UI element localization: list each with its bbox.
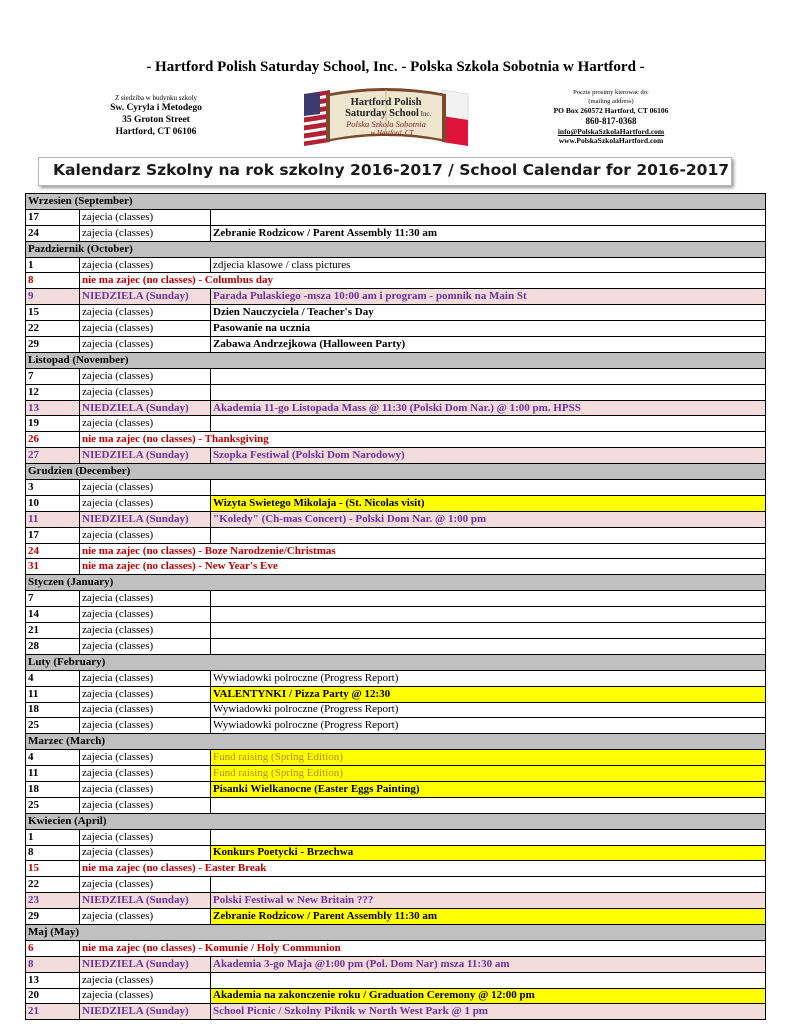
session-type-cell: zajecia (classes): [80, 638, 211, 654]
event-cell: [211, 797, 766, 813]
mailing-note1: Poczte prosimy kierowac do:: [573, 89, 649, 96]
no-class-row: [26, 432, 766, 448]
class-day-row: [26, 702, 766, 718]
day-cell: 4: [26, 750, 80, 766]
session-type-cell: NIEDZIELA (Sunday): [80, 448, 211, 464]
day-cell: 10: [26, 495, 80, 511]
class-day-row: [26, 337, 766, 353]
logo-line4: w Hartford, CT: [370, 129, 414, 137]
no-class-label: nie ma zajec (no classes) - Easter Break: [80, 861, 766, 877]
event-cell: [211, 877, 766, 893]
event-cell: Konkurs Poetycki - Brzechwa: [211, 845, 766, 861]
month-label: Maj (May): [26, 924, 766, 940]
class-day-row: [26, 797, 766, 813]
month-label: Wrzesien (September): [26, 194, 766, 210]
class-day-row: [26, 480, 766, 496]
day-cell: 23: [26, 893, 80, 909]
class-day-row: [26, 750, 766, 766]
event-cell: Akademia 11-go Listopada Mass @ 11:30 (Polski Dom Nar.) @ 1:00 pm. HPSS: [211, 400, 766, 416]
event-cell: [211, 607, 766, 623]
session-type-cell: zajecia (classes): [80, 209, 211, 225]
day-cell: 17: [26, 209, 80, 225]
session-type-cell: zajecia (classes): [80, 909, 211, 925]
no-class-row: [26, 273, 766, 289]
month-label: Grudzien (December): [26, 464, 766, 480]
event-cell: Zebranie Rodzicow / Parent Assembly 11:30 am: [211, 225, 766, 241]
class-day-row: [26, 209, 766, 225]
month-header-row: [26, 813, 766, 829]
sunday-event-row: [26, 400, 766, 416]
event-cell: [211, 480, 766, 496]
day-cell: 12: [26, 384, 80, 400]
event-cell: [211, 416, 766, 432]
class-day-row: [26, 321, 766, 337]
class-day-row: [26, 845, 766, 861]
day-cell: 13: [26, 972, 80, 988]
month-header-row: [26, 734, 766, 750]
day-cell: 22: [26, 321, 80, 337]
month-header-row: [26, 352, 766, 368]
event-cell: Akademia na zakonczenie roku / Graduation Ceremony @ 12:00 pm: [211, 988, 766, 1004]
class-day-row: [26, 766, 766, 782]
session-type-cell: zajecia (classes): [80, 766, 211, 782]
month-header-row: [26, 924, 766, 940]
school-logo: [300, 84, 472, 150]
day-cell: 8: [26, 273, 80, 289]
day-cell: 11: [26, 511, 80, 527]
session-type-cell: zajecia (classes): [80, 337, 211, 353]
month-header-row: [26, 194, 766, 210]
class-day-row: [26, 988, 766, 1004]
class-day-row: [26, 495, 766, 511]
class-day-row: [26, 591, 766, 607]
class-day-row: [26, 416, 766, 432]
day-cell: 1: [26, 829, 80, 845]
class-day-row: [26, 718, 766, 734]
mailing-pobox: PO Box 260572 Hartford, CT 06106: [553, 106, 669, 115]
session-type-cell: NIEDZIELA (Sunday): [80, 400, 211, 416]
day-cell: 25: [26, 797, 80, 813]
session-type-cell: zajecia (classes): [80, 670, 211, 686]
day-cell: 22: [26, 877, 80, 893]
mailing-address: [531, 88, 691, 145]
session-type-cell: NIEDZIELA (Sunday): [80, 289, 211, 305]
class-day-row: [26, 527, 766, 543]
session-type-cell: zajecia (classes): [80, 305, 211, 321]
day-cell: 9: [26, 289, 80, 305]
day-cell: 8: [26, 845, 80, 861]
no-class-label: nie ma zajec (no classes) - Thanksgiving: [80, 432, 766, 448]
no-class-row: [26, 559, 766, 575]
no-class-label: nie ma zajec (no classes) - New Year's Eve: [80, 559, 766, 575]
calendar-table: [25, 193, 766, 1020]
event-cell: Wizyta Swietego Mikolaja - (St. Nicolas visit): [211, 495, 766, 511]
day-cell: 8: [26, 956, 80, 972]
day-cell: 11: [26, 686, 80, 702]
class-day-row: [26, 368, 766, 384]
sunday-event-row: [26, 893, 766, 909]
event-cell: zdjecia klasowe / class pictures: [211, 257, 766, 273]
event-cell: Akademia 3-go Maja @1:00 pm (Pol. Dom Nar) msza 11:30 am: [211, 956, 766, 972]
event-cell: [211, 368, 766, 384]
no-class-label: nie ma zajec (no classes) - Boze Narodzenie/Christmas: [80, 543, 766, 559]
location-note: Z siedziba w budynku szkoly: [114, 94, 198, 102]
day-cell: 25: [26, 718, 80, 734]
session-type-cell: zajecia (classes): [80, 495, 211, 511]
month-header-row: [26, 464, 766, 480]
month-label: Luty (February): [26, 654, 766, 670]
session-type-cell: zajecia (classes): [80, 877, 211, 893]
day-cell: 29: [26, 337, 80, 353]
day-cell: 24: [26, 225, 80, 241]
event-cell: Fund raising (Spring Edition): [211, 766, 766, 782]
event-cell: Dzien Nauczyciela / Teacher's Day: [211, 305, 766, 321]
class-day-row: [26, 257, 766, 273]
event-cell: [211, 829, 766, 845]
session-type-cell: zajecia (classes): [80, 225, 211, 241]
calendar-title-box: [38, 157, 732, 186]
event-cell: Zabawa Andrzejkowa (Halloween Party): [211, 337, 766, 353]
session-type-cell: zajecia (classes): [80, 591, 211, 607]
mailing-note2: (mailing address): [588, 98, 634, 105]
session-type-cell: zajecia (classes): [80, 988, 211, 1004]
event-cell: Wywiadowki polroczne (Progress Report): [211, 702, 766, 718]
session-type-cell: NIEDZIELA (Sunday): [80, 956, 211, 972]
session-type-cell: zajecia (classes): [80, 797, 211, 813]
class-day-row: [26, 972, 766, 988]
day-cell: 15: [26, 305, 80, 321]
sunday-event-row: [26, 956, 766, 972]
day-cell: 18: [26, 702, 80, 718]
no-class-label: nie ma zajec (no classes) - Komunie / Holy Communion: [80, 940, 766, 956]
event-cell: [211, 972, 766, 988]
session-type-cell: zajecia (classes): [80, 257, 211, 273]
month-label: Pazdziernik (October): [26, 241, 766, 257]
session-type-cell: zajecia (classes): [80, 321, 211, 337]
logo-line3: Polska Szkola Sobotnia: [346, 119, 426, 129]
session-type-cell: NIEDZIELA (Sunday): [80, 1004, 211, 1020]
location-line3: Hartford, CT 06106: [115, 127, 197, 137]
session-type-cell: zajecia (classes): [80, 829, 211, 845]
session-type-cell: zajecia (classes): [80, 686, 211, 702]
sunday-event-row: [26, 289, 766, 305]
day-cell: 26: [26, 432, 80, 448]
session-type-cell: zajecia (classes): [80, 480, 211, 496]
no-class-row: [26, 861, 766, 877]
mailing-phone: 860-817-0368: [585, 116, 637, 126]
event-cell: Wywiadowki polroczne (Progress Report): [211, 670, 766, 686]
event-cell: "Koledy" (Ch-mas Concert) - Polski Dom Nar. @ 1:00 pm: [211, 511, 766, 527]
session-type-cell: zajecia (classes): [80, 718, 211, 734]
day-cell: 28: [26, 638, 80, 654]
session-type-cell: NIEDZIELA (Sunday): [80, 893, 211, 909]
event-cell: Parada Pulaskiego -msza 10:00 am i program - pomnik na Main St: [211, 289, 766, 305]
day-cell: 6: [26, 940, 80, 956]
session-type-cell: zajecia (classes): [80, 845, 211, 861]
day-cell: 7: [26, 591, 80, 607]
day-cell: 24: [26, 543, 80, 559]
session-type-cell: zajecia (classes): [80, 702, 211, 718]
session-type-cell: zajecia (classes): [80, 750, 211, 766]
mailing-website[interactable]: www.PolskaSzkolaHartford.com: [558, 136, 664, 145]
event-cell: Zebranie Rodzicow / Parent Assembly 11:30 am: [211, 909, 766, 925]
sunday-event-row: [26, 1004, 766, 1020]
logo-inc: Inc.: [420, 110, 432, 118]
mailing-email[interactable]: info@PolskaSzkolaHartford.com: [557, 127, 665, 136]
day-cell: 14: [26, 607, 80, 623]
event-cell: [211, 527, 766, 543]
month-header-row: [26, 241, 766, 257]
event-cell: Fund raising (Spring Edition): [211, 750, 766, 766]
event-cell: Szopka Festiwal (Polski Dom Narodowy): [211, 448, 766, 464]
day-cell: 4: [26, 670, 80, 686]
day-cell: 18: [26, 781, 80, 797]
event-cell: [211, 591, 766, 607]
sunday-event-row: [26, 448, 766, 464]
class-day-row: [26, 305, 766, 321]
session-type-cell: zajecia (classes): [80, 781, 211, 797]
event-cell: [211, 623, 766, 639]
day-cell: 3: [26, 480, 80, 496]
month-header-row: [26, 575, 766, 591]
day-cell: 20: [26, 988, 80, 1004]
day-cell: 17: [26, 527, 80, 543]
session-type-cell: zajecia (classes): [80, 384, 211, 400]
month-label: Listopad (November): [26, 352, 766, 368]
day-cell: 15: [26, 861, 80, 877]
class-day-row: [26, 638, 766, 654]
location-line1: Sw. Cyryla i Metodego: [110, 103, 202, 113]
event-cell: [211, 638, 766, 654]
no-class-row: [26, 543, 766, 559]
class-day-row: [26, 225, 766, 241]
location-line2: 35 Groton Street: [122, 115, 190, 125]
session-type-cell: zajecia (classes): [80, 607, 211, 623]
month-header-row: [26, 654, 766, 670]
day-cell: 19: [26, 416, 80, 432]
school-heading: - Hartford Polish Saturday School, Inc. - Polska Szkola Sobotnia w Hartford -: [146, 59, 645, 75]
session-type-cell: zajecia (classes): [80, 972, 211, 988]
session-type-cell: zajecia (classes): [80, 416, 211, 432]
no-class-label: nie ma zajec (no classes) - Columbus day: [80, 273, 766, 289]
month-label: Styczen (January): [26, 575, 766, 591]
event-cell: [211, 209, 766, 225]
day-cell: 7: [26, 368, 80, 384]
class-day-row: [26, 829, 766, 845]
month-label: Kwiecien (April): [26, 813, 766, 829]
event-cell: Wywiadowki polroczne (Progress Report): [211, 718, 766, 734]
session-type-cell: zajecia (classes): [80, 527, 211, 543]
event-cell: VALENTYNKI / Pizza Party @ 12:30: [211, 686, 766, 702]
session-type-cell: zajecia (classes): [80, 623, 211, 639]
event-cell: Pisanki Wielkanocne (Easter Eggs Painting): [211, 781, 766, 797]
day-cell: 21: [26, 1004, 80, 1020]
day-cell: 13: [26, 400, 80, 416]
event-cell: [211, 384, 766, 400]
month-label: Marzec (March): [26, 734, 766, 750]
day-cell: 31: [26, 559, 80, 575]
event-cell: Pasowanie na ucznia: [211, 321, 766, 337]
event-cell: Polski Festiwal w New Britain ???: [211, 893, 766, 909]
session-type-cell: NIEDZIELA (Sunday): [80, 511, 211, 527]
day-cell: 27: [26, 448, 80, 464]
class-day-row: [26, 877, 766, 893]
day-cell: 21: [26, 623, 80, 639]
class-day-row: [26, 607, 766, 623]
logo-line2: Saturday School: [345, 108, 419, 119]
day-cell: 1: [26, 257, 80, 273]
logo-line1: Hartford Polish: [350, 97, 422, 108]
school-location: [96, 94, 216, 138]
class-day-row: [26, 670, 766, 686]
class-day-row: [26, 384, 766, 400]
class-day-row: [26, 781, 766, 797]
event-cell: School Picnic / Szkolny Piknik w North West Park @ 1 pm: [211, 1004, 766, 1020]
calendar-title: Kalendarz Szkolny na rok szkolny 2016-2017 / School Calendar for 2016-2017: [53, 161, 730, 179]
session-type-cell: zajecia (classes): [80, 368, 211, 384]
class-day-row: [26, 623, 766, 639]
no-class-row: [26, 940, 766, 956]
day-cell: 29: [26, 909, 80, 925]
sunday-event-row: [26, 511, 766, 527]
day-cell: 11: [26, 766, 80, 782]
class-day-row: [26, 686, 766, 702]
class-day-row: [26, 909, 766, 925]
